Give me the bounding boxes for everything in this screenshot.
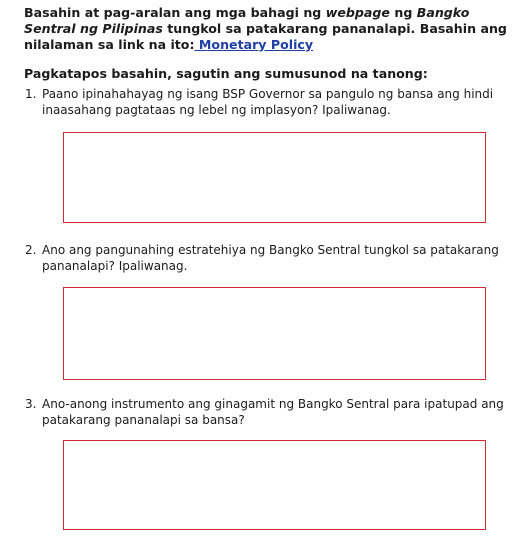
- question-3: [25, 396, 512, 428]
- instruction-heading: Pagkatapos basahin, sagutin ang sumusunod na tanong:: [24, 66, 428, 81]
- question-2-text: Ano ang pangunahing estratehiya ng Bangko Sentral tungkol sa patakarang pananalapi? Ipaliwanag.: [42, 243, 499, 273]
- answer-box-3[interactable]: [63, 440, 486, 530]
- question-2-number: 2.: [25, 243, 37, 257]
- question-3-number: 3.: [25, 397, 37, 411]
- question-3-text: Ano-anong instrumento ang ginagamit ng Bangko Sentral para ipatupad ang patakarang pananalapi sa bansa?: [42, 397, 504, 427]
- answer-box-2[interactable]: [63, 287, 486, 380]
- question-1-text: Paano ipinahahayag ng isang BSP Governor sa pangulo ng bansa ang hindi inaasahang pagtataas ng lebel ng implasyon? Ipaliwanag.: [42, 87, 494, 117]
- intro-webpage-word: webpage: [325, 5, 390, 20]
- answer-box-1[interactable]: [63, 132, 486, 223]
- intro-text-b: ng: [389, 5, 417, 20]
- intro-text-c: tungkol sa patakarang pananalapi. Basahin ang nilalaman sa link na ito:: [24, 21, 507, 52]
- question-1: [25, 86, 512, 118]
- question-2: [25, 242, 512, 274]
- monetary-policy-link[interactable]: Monetary Policy: [194, 37, 314, 52]
- question-1-number: 1.: [25, 87, 37, 101]
- intro-text-a: Basahin at pag-aralan ang mga bahagi ng: [24, 5, 326, 20]
- intro-paragraph: [24, 5, 514, 53]
- intro-source-name: Bangko Sentral ng Pilipinas: [24, 5, 470, 36]
